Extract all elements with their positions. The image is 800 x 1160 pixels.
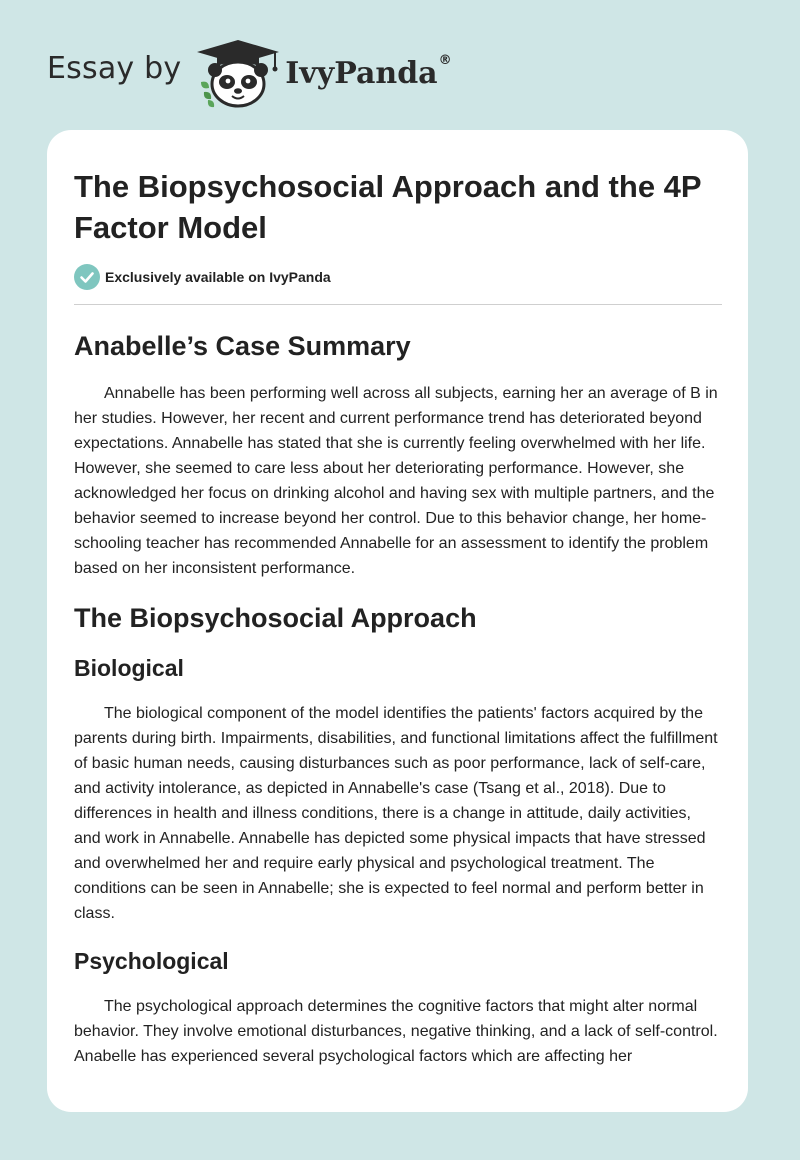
panda-graduate-icon[interactable] [195, 38, 281, 108]
article-card [47, 130, 748, 1112]
brand-prefix: Essay by [47, 51, 182, 86]
biological-paragraph: The biological component of the model identifies the patients' factors acquired by the parents during birth. Impairments, disabilities, and functional limitations affect the fulfillment of basic human needs, causing disturbances such as poor performance, lack of self-care, and activity intolerance, as depicted in Annabelle's case (Tsang et al., 2018). Due to differences in health and illness conditions, there is a change in attitude, daily activities, and work in Annabelle. Annabelle has depicted some physical impacts that have stressed and overwhelmed her and require early physical and psychological treatment. The conditions can be seen in Annabelle; she is expected to feel normal and perform better in class. [74, 705, 718, 922]
title-divider [74, 304, 722, 305]
site-header [47, 38, 452, 108]
subsection-heading-psychological: Psychological [74, 948, 229, 974]
check-circle-icon [74, 264, 100, 290]
article-title: The Biopsychosocial Approach and the 4P Factor Model [74, 169, 702, 245]
registered-mark: ® [438, 52, 452, 68]
exclusive-badge [74, 263, 722, 291]
section-heading-case-summary: Anabelle’s Case Summary [74, 331, 411, 361]
section-heading-biopsychosocial: The Biopsychosocial Approach [74, 603, 477, 633]
psychological-paragraph: The psychological approach determines the cognitive factors that might alter normal behavior. They involve emotional disturbances, negative thinking, and a lack of self-control. Anabelle has experienced several psychological factors which are affecting her [74, 998, 718, 1065]
brand-name[interactable]: IvyPanda [285, 56, 438, 91]
exclusive-badge-text: Exclusively available on IvyPanda [105, 269, 331, 285]
case-summary-paragraph: Annabelle has been performing well across all subjects, earning her an average of B in her studies. However, her recent and current performance trend has deteriorated beyond expectations. Annabelle has stated that she is currently feeling overwhelmed with her life. However, she seemed to care less about her deteriorating performance. However, she acknowledged her focus on drinking alcohol and having sex with multiple partners, and the behavior seemed to increase beyond her control. Due to this behavior change, her home-schooling teacher has recommended Annabelle for an assessment to identify the problem based on her inconsistent performance. [74, 385, 718, 577]
subsection-heading-biological: Biological [74, 655, 184, 681]
